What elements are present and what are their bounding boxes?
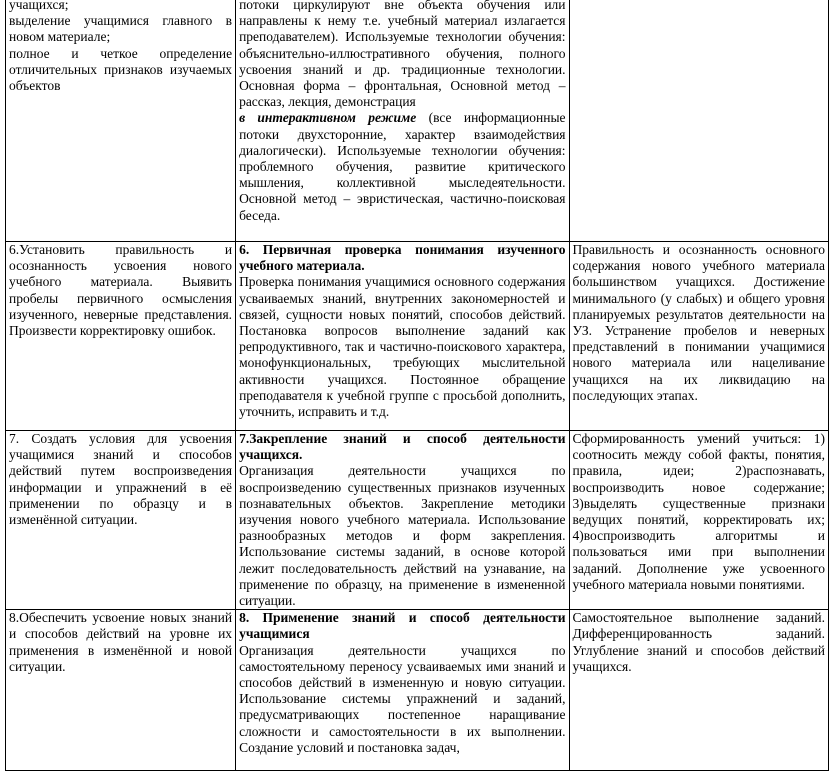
result-text: Самостоятельное выполнение заданий. Дифференцированность заданий. Углубление знаний и способов действий учащихся.: [572, 610, 825, 674]
result-cell: [569, 431, 828, 610]
stage-heading: 7.Закрепление знаний и способ деятельности учащихся.: [239, 431, 566, 463]
result-text: Сформированность умений учиться: 1) соотносить между собой факты, понятия, правила, идеи; 2)распознавать, воспроизводить новое содержание; 3)выделять существенные признаки ведущих понятий, корректировать их; 4)воспроизводить алгоритмы и пользоваться ими при выполнении заданий. Дополнение уже усвоенного учебного материала новыми понятиями.: [572, 431, 825, 592]
goal-line: учащихся;: [9, 0, 69, 12]
content-text: Проверка понимания учащимися основного содержания усваиваемых знаний, внутренних закономерностей и связей, сущности новых понятий, способов действий. Постановка вопросов выполнение заданий как репродуктивного, так и частично-поискового характера, монофункциональных, требующих мыслительной активности учащихся. Постоянное обращение преподавателя к учебной группе с просьбой дополнить, уточнить, исправить и т.д.: [239, 274, 566, 420]
result-text: Правильность и осознанность основного содержания нового учебного материала большинством учащихся. Достижение минимального (у слабых) и общего уровня планируемых результатов деятельности на УЗ. Устранение пробелов и неверных представлений в понимании учащимися нового материала или нацеливание учащихся на их ликвидацию на последующих этапах.: [572, 242, 825, 403]
content-cell: [236, 0, 569, 242]
result-cell: [569, 0, 828, 242]
lesson-stage-table: [5, 0, 829, 771]
goal-line: полное и четкое определение отличительных признаков изучаемых объектов: [9, 45, 233, 94]
goal-text: 7. Создать условия для усвоения учащимися знаний и способов действий путем воспроизведения информации и упражнений в её применении по образцу и в изменённой ситуации.: [9, 431, 233, 528]
result-cell: [569, 242, 828, 431]
stage-heading: 6. Первичная проверка понимания изученного учебного материала.: [239, 242, 566, 274]
table-row: [6, 0, 829, 242]
table-row: [6, 242, 829, 431]
content-text: Организация деятельности учащихся по самостоятельному переносу усваиваемых ими знаний и способов действий в измененную и новую ситуации. Использование системы упражнений и заданий, предусматривающих постепенное наращивание сложности и самостоятельности в их выполнении. Создание условий и постановка задач,: [239, 642, 566, 755]
table-row: [6, 431, 829, 610]
content-cell: [236, 610, 569, 771]
table-row: [6, 610, 829, 771]
goal-cell: [6, 610, 236, 771]
stage-heading: 8. Применение знаний и способ деятельности учащимися: [239, 610, 566, 642]
content-text: Организация деятельности учащихся по воспроизведению существенных признаков изученных познавательных объектов. Закрепление методики изучения нового учебного материала. Использование разнообразных методов и форм закрепления. Использование системы заданий, в основе которой лежит последовательность действий на узнавание, на применение по образцу, на применение в измененной ситуации.: [239, 463, 566, 609]
content-text: потоки циркулируют вне объекта обучения или направлены к нему т.е. учебный материал излагается преподавателем). Используемые технологии обучения: объяснительно-иллюстративного обучения, полного усвоения знаний и др. традиционные технологии. Основная форма – фронтальная, Основной метод – рассказ, лекция, демонстрация: [239, 0, 566, 110]
result-cell: [569, 610, 828, 771]
goal-text: 6.Установить правильность и осознанность усвоения нового учебного материала. Выявить пробелы первичного осмысления изученного, неверные представления. Произвести корректировку ошибок.: [9, 242, 233, 339]
interactive-mode-emphasis: в интерактивном режиме: [239, 110, 417, 126]
content-text-continued: [239, 110, 565, 223]
goal-text: 8.Обеспечить усвоение новых знаний и способов действий на уровне их применения в изменённой и новой ситуации.: [9, 610, 233, 674]
content-cell: [236, 242, 569, 431]
content-text-rest: (все информационные потоки двухсторонние, характер взаимодействия диалогически). Используемые технологии обучения: проблемного обучения, развитие критического мышления, коллективной мыследеятельности. Основной метод – эвристическая, частично-поисковая беседа.: [239, 110, 566, 223]
goal-cell: [6, 431, 236, 610]
content-cell: [236, 431, 569, 610]
goal-cell: [6, 0, 236, 242]
goal-cell: [6, 242, 236, 431]
goal-line: выделение учащимися главного в новом материале;: [9, 13, 233, 45]
